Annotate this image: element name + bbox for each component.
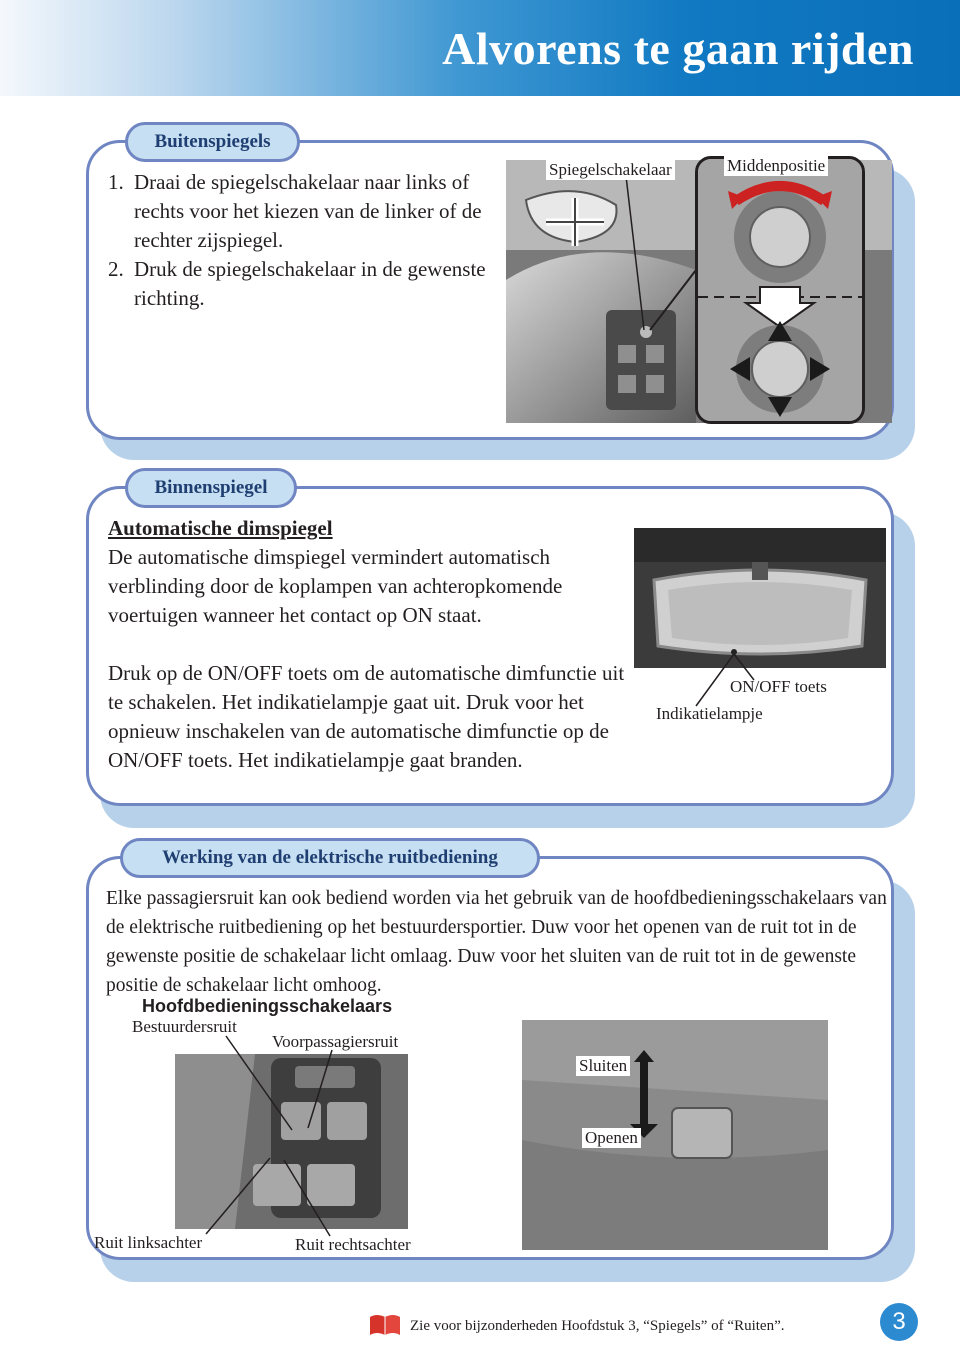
- mirror-switch-detail: [695, 156, 865, 424]
- paragraph: De automatische dimspiegel vermindert automatisch verblinding door de koplampen van achteropkomende voertuigen wanneer het contact op ON staat.: [108, 545, 563, 627]
- tab-ruitbediening: Werking van de elektrische ruitbediening: [120, 838, 540, 878]
- step-item: [108, 168, 508, 255]
- book-icon: [368, 1313, 402, 1337]
- step-text: Druk de spiegelschakelaar in de gewenste richting.: [134, 257, 486, 310]
- step-text: Draai de spiegelschakelaar naar links of rechts voor het kiezen van de linker of de rechter zijspiegel.: [134, 170, 482, 252]
- page-header: [0, 0, 960, 96]
- rearview-mirror-photo: [634, 528, 886, 668]
- callout-lines: [200, 1030, 380, 1240]
- tab-buitenspiegels: Buitenspiegels: [125, 122, 300, 162]
- label-middenpositie: Middenpositie: [724, 156, 828, 176]
- label-openen: Openen: [582, 1128, 641, 1148]
- step-item: [108, 255, 508, 313]
- panel-title: Hoofdbedieningsschakelaars: [142, 996, 393, 1016]
- ruitbediening-text: Elke passagiersruit kan ook bediend worden via het gebruik van de hoofdbedieningsschakelaars van de elektrische ruitbediening op het bestuurdersportier. Duw voor het openen van de ruit tot in de gewenste positie de schakelaar licht omlaag. Duw voor het sluiten van de ruit tot in de gewenste positie de schakelaar licht omhoog.: [106, 888, 887, 996]
- page-title: Alvorens te gaan rijden: [442, 23, 914, 74]
- label-ruit-rechtsachter: Ruit rechtsachter: [295, 1235, 411, 1254]
- label-indikatielampje: Indikatielampje: [656, 704, 763, 723]
- label-bestuurdersruit: Bestuurdersruit: [132, 1017, 237, 1036]
- buitenspiegels-steps: [108, 168, 508, 313]
- binnenspiegel-text: [108, 514, 633, 775]
- label-onoff-toets: ON/OFF toets: [730, 677, 827, 696]
- footer-note: Zie voor bijzonderheden Hoofdstuk 3, “Spiegels” of “Ruiten”.: [410, 1318, 785, 1334]
- paragraph: Druk op de ON/OFF toets om de automatische dimfunctie uit te schakelen. Het indikatielampje gaat uit. Druk voor het opnieuw inschakelen van de automatische dimfunctie op de ON/OFF toets. Het indikatielampje gaat branden.: [108, 661, 625, 772]
- label-ruit-linksachter: Ruit linksachter: [94, 1233, 203, 1252]
- callout-lines: [620, 170, 720, 340]
- section-heading: Automatische dimspiegel: [108, 516, 333, 540]
- label-sluiten: Sluiten: [576, 1056, 630, 1076]
- label-spiegelschakelaar: Spiegelschakelaar: [546, 160, 675, 180]
- label-voorpassagiersruit: Voorpassagiersruit: [272, 1032, 399, 1051]
- tab-binnenspiegel: Binnenspiegel: [125, 468, 297, 508]
- passenger-window-switch-photo: [522, 1020, 828, 1250]
- step-number: 2.: [108, 257, 124, 281]
- step-number: 1.: [108, 170, 124, 194]
- page-number: 3: [880, 1303, 918, 1341]
